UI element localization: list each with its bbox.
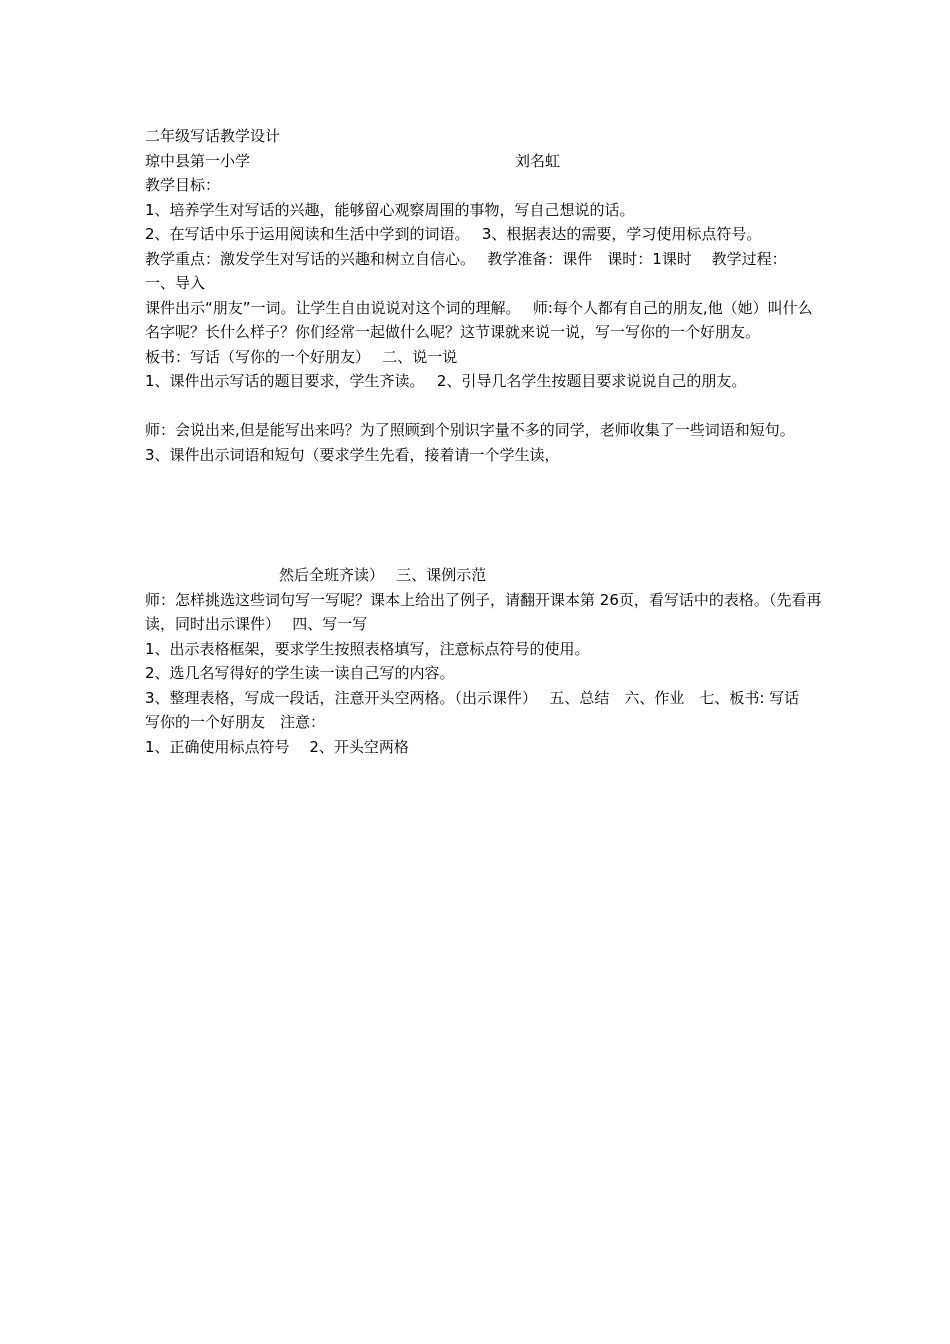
step-3: 3、课件出示词语和短句（要求学生先看，接着请一个学生读， xyxy=(145,445,560,464)
school-name: 琼中县第一小学 xyxy=(145,151,251,170)
write-step-1: 1、出示表格框架，要求学生按照表格填写，注意标点符号的使用。 xyxy=(145,639,590,658)
spacer xyxy=(145,394,825,419)
key-points: 教学重点：激发学生对写话的兴趣和树立自信心。 教学准备：课件 课时：1课时 教学过程： xyxy=(145,249,787,268)
section-1-heading: 一、导入 xyxy=(145,274,206,292)
byline xyxy=(145,149,825,174)
board-title: 写你的一个好朋友 注意： xyxy=(145,713,326,731)
intro-text: 课件出示“朋友”一词。让学生自由说说对这个词的理解。 师:每个人都有自己的朋友,他（她）叫什么名字呢？长什么样子？你们经常一起做什么呢？这节课就来说一说，写一写你的一个好朋友。 xyxy=(145,298,813,341)
author-name: 刘名虹 xyxy=(515,151,561,170)
document-title: 二年级写话教学设计 xyxy=(145,127,281,145)
example-text: 师：怎样挑选这些词句写一写呢？课本上给出了例子，请翻开课本第 26页，看写话中的表格。（先看再读，同时出示课件） 四、写一写 xyxy=(145,590,822,633)
page-gap xyxy=(145,467,825,563)
write-step-3: 3、整理表格，写成一段话，注意开头空两格。（出示课件） 五、总结 六、作业 七、板书: 写话 xyxy=(145,688,800,707)
board-notes: 1、正确使用标点符号 2、开头空两格 xyxy=(145,737,409,756)
objectives-heading: 教学目标： xyxy=(145,176,221,194)
board-1: 板书：写话（写你的一个好朋友） 二、说一说 xyxy=(145,347,458,366)
talk-steps: 1、课件出示写话的题目要求，学生齐读。 2、引导几名学生按题目要求说说自己的朋友。 xyxy=(145,372,747,390)
teacher-question: 师：会说出来,但是能写出来吗？为了照顾到个别识字量不多的同学，老师收集了一些词语和短句。 xyxy=(145,421,795,439)
write-step-2: 2、选几名写得好的学生读一读自己写的内容。 xyxy=(145,664,455,682)
document-body xyxy=(145,124,825,759)
step-3-continued: 然后全班齐读） 三、课例示范 xyxy=(279,566,487,584)
objective-1: 1、培养学生对写话的兴趣，能够留心观察周围的事物，写自己想说的话。 xyxy=(145,200,635,219)
objective-2-3: 2、在写话中乐于运用阅读和生活中学到的词语。 3、根据表达的需要，学习使用标点符号。 xyxy=(145,225,762,243)
